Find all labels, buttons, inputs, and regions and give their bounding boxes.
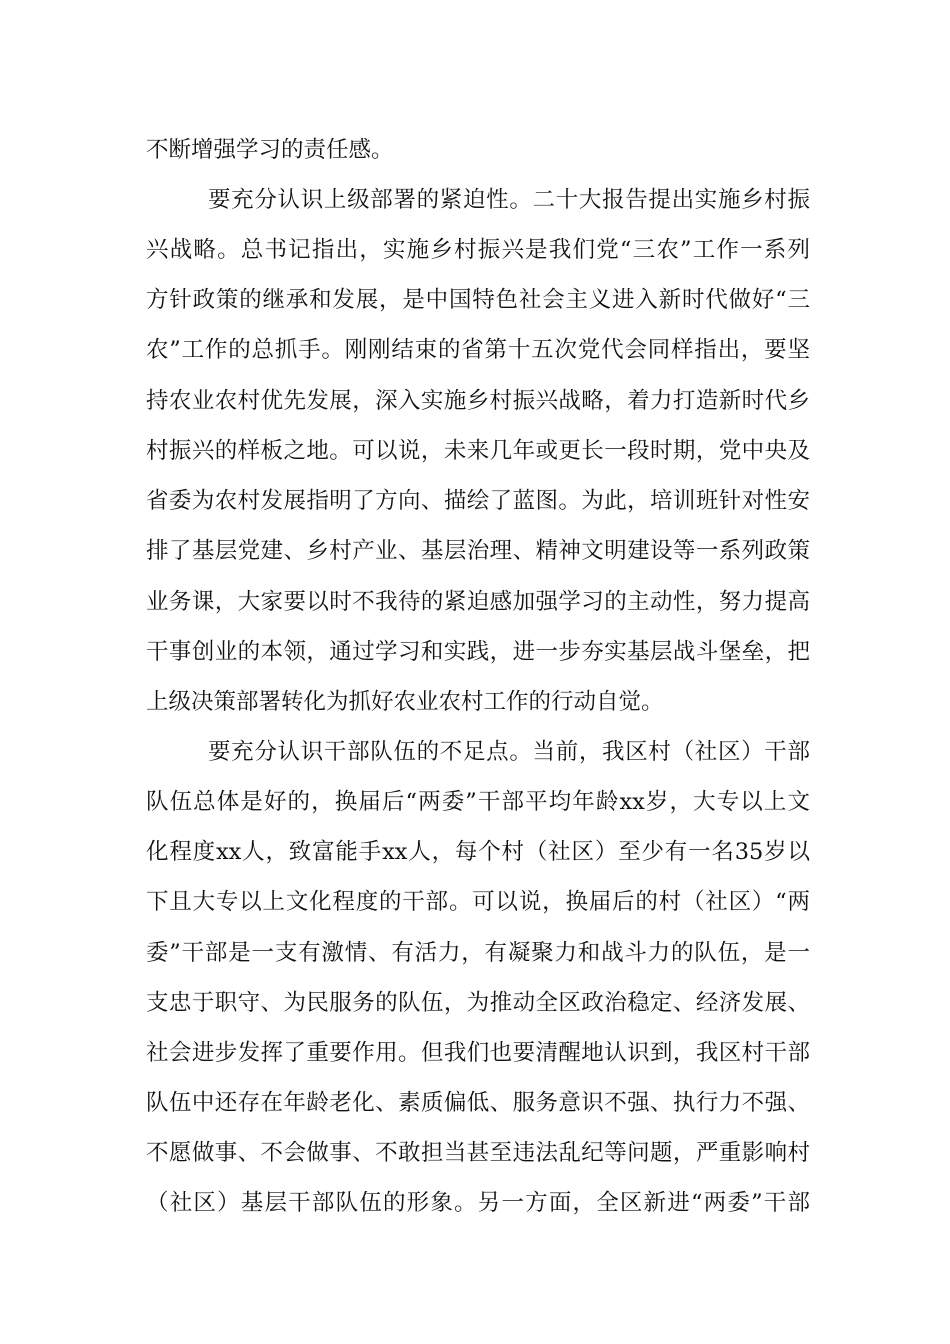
paragraph-line: 不愿做事、不会做事、不敢担当甚至违法乱纪等问题，严重影响村 [146,1140,810,1166]
paragraph-line: （社区）基层干部队伍的形象。另一方面，全区新进“两委”干部 [146,1190,810,1216]
paragraph-line: 下且大专以上文化程度的干部。可以说，换届后的村（社区）“两 [146,889,810,915]
paragraph-line: 持农业农村优先发展，深入实施乡村振兴战略，着力打造新时代乡 [146,388,810,414]
paragraph-line: 化程度xx人，致富能手xx人，每个村（社区）至少有一名35岁以 [146,839,810,865]
paragraph-line: 支忠于职守、为民服务的队伍，为推动全区政治稳定、经济发展、 [146,990,810,1016]
paragraph-line: 队伍总体是好的，换届后“两委”干部平均年龄xx岁，大专以上文 [146,789,810,815]
paragraph-line: 方针政策的继承和发展，是中国特色社会主义进入新时代做好“三 [146,287,810,313]
paragraph-line: 农”工作的总抓手。刚刚结束的省第十五次党代会同样指出，要坚 [146,337,810,363]
paragraph-line: 排了基层党建、乡村产业、基层治理、精神文明建设等一系列政策 [146,538,810,564]
paragraph-line: 兴战略。总书记指出，实施乡村振兴是我们党“三农”工作一系列 [146,237,810,263]
paragraph-line: 要充分认识干部队伍的不足点。当前，我区村（社区）干部 [208,739,810,765]
paragraph-line: 队伍中还存在年龄老化、素质偏低、服务意识不强、执行力不强、 [146,1090,810,1116]
paragraph-line: 要充分认识上级部署的紧迫性。二十大报告提出实施乡村振 [208,187,810,213]
paragraph-line: 省委为农村发展指明了方向、描绘了蓝图。为此，培训班针对性安 [146,488,810,514]
paragraph-line: 委”干部是一支有激情、有活力，有凝聚力和战斗力的队伍，是一 [146,940,810,966]
paragraph-line: 上级决策部署转化为抓好农业农村工作的行动自觉。 [146,689,664,715]
paragraph-line: 不断增强学习的责任感。 [146,137,394,163]
paragraph-line: 社会进步发挥了重要作用。但我们也要清醒地认识到，我区村干部 [146,1040,810,1066]
paragraph-line: 业务课，大家要以时不我待的紧迫感加强学习的主动性，努力提高 [146,589,810,615]
paragraph-line: 干事创业的本领，通过学习和实践，进一步夯实基层战斗堡垒，把 [146,639,810,665]
paragraph-line: 村振兴的样板之地。可以说，未来几年或更长一段时期，党中央及 [146,438,810,464]
